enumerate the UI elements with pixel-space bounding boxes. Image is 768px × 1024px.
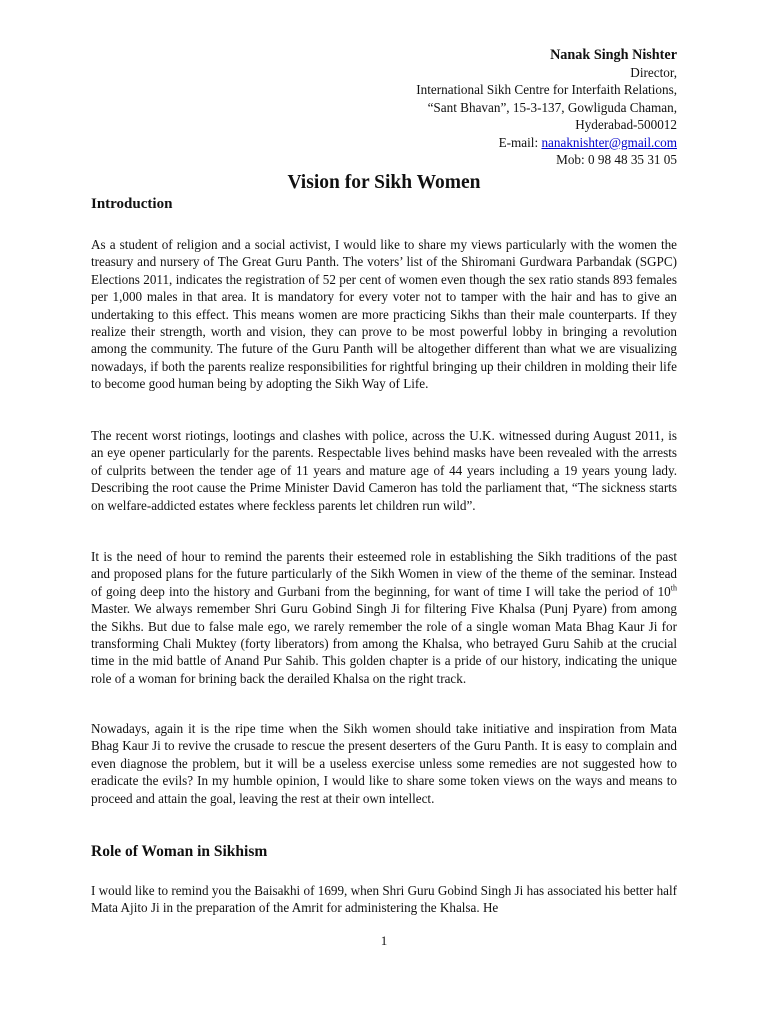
paragraph-3-part-1: It is the need of hour to remind the parents their esteemed role in establishing the Sikh traditions of the past and proposed plans for the future particularly of the Sikh Women in view of the theme of the seminar. Instead of going deep into the history and Gurbani from the beginning, for want of time I will take the period of 10: [91, 549, 677, 599]
email-link[interactable]: nanaknishter@gmail.com: [541, 134, 677, 150]
ordinal-suffix: th: [670, 583, 677, 593]
paragraph-2: The recent worst riotings, lootings and clashes with police, across the U.K. witnessed during August 2011, is an eye opener particularly for the parents. Respectable lives behind masks have been revealed with the arrests of culprits between the tender age of 11 years and mature age of 44 years including a 19 years young lady. Describing the root cause the Prime Minister David Cameron has told the parliament that, “The sickness starts on welfare-addicted estates where feckless parents let children run wild”.: [91, 428, 677, 513]
introduction-heading: Introduction: [91, 196, 173, 212]
paragraph-3: [91, 548, 677, 687]
author-block: [416, 46, 677, 168]
document-title: Vision for Sikh Women: [287, 172, 481, 193]
email-label: E-mail:: [498, 134, 542, 150]
author-email-line: [416, 134, 677, 151]
paragraph-3-part-2: Master. We always remember Shri Guru Gobind Singh Ji for filtering Five Khalsa (Punj Pyare) from among the Sikhs. But due to false male ego, we rarely remember the role of a single woman Mata Bhag Kaur Ji for transforming Chali Muktey (forty liberators) from among the Khalsa, who betrayed Guru Sahib at the crucial time in the mid battle of Anand Pur Sahib. This golden chapter is a pride of our history, indicating the unique role of a woman for brining back the derailed Khalsa on the right track.: [91, 601, 677, 686]
author-mobile: Mob: 0 98 48 35 31 05: [556, 152, 677, 168]
paragraph-1: As a student of religion and a social activist, I would like to share my views particularly with the women the treasury and nursery of The Great Guru Panth. The voters’ list of the Shiromani Gurdwara Parbandak (SGPC) Elections 2011, indicates the registration of 52 per cent of women even though the sex ratio stands 893 females per 1,000 males in that area. It is mandatory for every voter not to tamper with the hair and has to give an undertaking to this effect. This means women are more practicing Sikhs than their male counterparts. If they realize their strength, worth and vision, they can prove to be most powerful lobby in bringing a revolution among the community. The future of the Guru Panth will be altogether different than what we are visualizing nowadays, if both the parents realize responsibilities for rightful bringing up their children in molding their life to become good human being by adopting the Sikh Way of Life.: [91, 237, 677, 392]
author-role: Director,: [630, 65, 677, 80]
author-organization: International Sikh Centre for Interfaith Relations,: [416, 82, 677, 98]
paragraph-5: I would like to remind you the Baisakhi of 1699, when Shri Guru Gobind Singh Ji has associated his better half Mata Ajito Ji in the preparation of the Amrit for administering the Khalsa. He: [91, 883, 677, 916]
author-name: Nanak Singh Nishter: [550, 47, 677, 63]
author-address-line-2: Hyderabad-500012: [575, 117, 677, 133]
author-address-line-1: “Sant Bhavan”, 15-3-137, Gowliguda Chaman,: [427, 99, 677, 115]
role-of-woman-heading: Role of Woman in Sikhism: [91, 843, 268, 860]
paragraph-4: Nowadays, again it is the ripe time when the Sikh women should take initiative and inspiration from Mata Bhag Kaur Ji to revive the crusade to rescue the present deserters of the Guru Panth. It is easy to complain and even diagnose the problem, but it will be a useless exercise unless some remedies are not suggested how to eradicate the evils? In my humble opinion, I would like to share some token views on the ways and means to proceed and attain the goal, leaving the rest at their own intellect.: [91, 721, 677, 806]
page-number: 1: [380, 933, 388, 948]
